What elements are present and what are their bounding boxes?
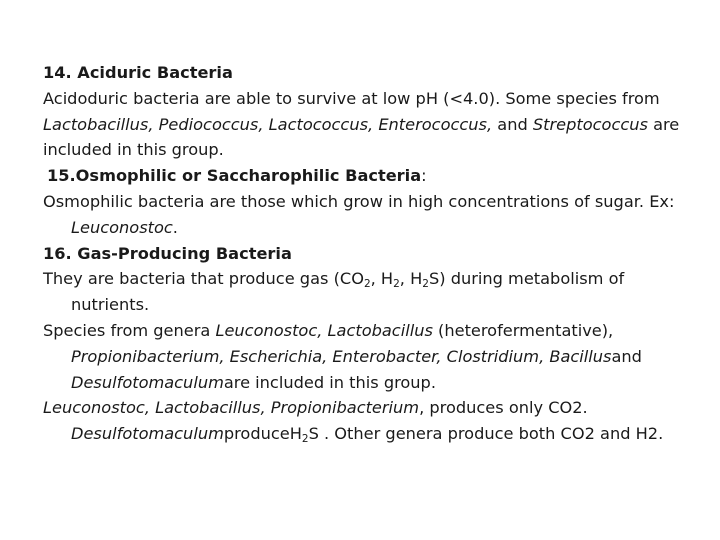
section-16-genera-line-2 [43, 344, 693, 370]
subscript-co2: 2 [363, 278, 371, 291]
produce-line-2-italic: Desulfotomaculum [71, 424, 224, 444]
section-16-produce-line-1 [43, 395, 693, 421]
genera-line-1-italic: Leuconostoc, Lactobacillus [215, 320, 433, 340]
subscript-h2: 2 [393, 278, 400, 291]
subscript-h2s-2: 2 [301, 433, 309, 446]
gas-line-text-3: , H [399, 269, 423, 289]
section-16-genera-line-3 [43, 370, 693, 396]
section-15-paragraph-line-1: Osmophilic bacteria are those which grow in high concentrations of sugar. Ex: [43, 191, 675, 211]
genera-line-3-italic: Desulfotomaculum [71, 372, 224, 392]
gas-line-text-2: , H [370, 269, 394, 289]
produce-line-2-tail: S . Other genera produce both CO2 and H2. [308, 424, 664, 444]
genera-line-1-tail: (heterofermentative), [432, 320, 614, 340]
genera-line-2-italic: Propionibacterium, Escherichia, Enterobacter, Clostridium, Bacillus [71, 346, 612, 366]
section-16-heading: 16. Gas-Producing Bacteria [43, 243, 292, 263]
genera-line-3-tail: are included in this group. [223, 372, 436, 392]
gas-line-text-1: They are bacteria that produce gas (CO [43, 269, 364, 289]
section-16-nutrients-line: nutrients. [71, 295, 150, 315]
produce-line-1-italic: Leuconostoc, Lactobacillus, Propionibacterium [43, 398, 420, 418]
genus-list-italic: Lactobacillus, Pediococcus, Lactococcus, Enterococcus, [43, 114, 493, 134]
leuconostoc-example: Leuconostoc [71, 217, 173, 237]
section-15-heading-line [43, 163, 693, 189]
genera-line-2-tail: and [611, 346, 642, 366]
section-14-heading: 14. Aciduric Bacteria [43, 63, 233, 82]
section-14-paragraph-line-2 [43, 112, 693, 138]
and-text: and [492, 114, 533, 134]
genera-line-1-text: Species from genera [43, 320, 216, 340]
produce-line-2-text: produce [223, 424, 290, 444]
produce-line-1-tail: , produces only CO2. [419, 398, 588, 418]
are-text: are [647, 114, 680, 134]
section-15-paragraph-line-2 [43, 215, 693, 241]
subscript-h2s: 2 [422, 278, 429, 291]
section-14-paragraph-line-3: included in this group. [43, 140, 224, 160]
gas-line-text-4: S) during metabolism of [428, 269, 625, 289]
streptococcus-italic: Streptococcus [532, 114, 648, 134]
example-period: . [172, 217, 178, 237]
section-16-produce-line-2 [43, 421, 693, 447]
produce-line-2-h: H [289, 424, 302, 444]
slide-text-block [43, 60, 693, 447]
section-15-colon: : [421, 166, 427, 186]
section-16-gas-line [43, 266, 693, 292]
section-15-heading: 15.Osmophilic or Saccharophilic Bacteria [47, 166, 422, 186]
section-16-genera-line-1 [43, 318, 693, 344]
section-14-paragraph-line-1: Acidoduric bacteria are able to survive at low pH (<4.0). Some species from [43, 88, 660, 108]
